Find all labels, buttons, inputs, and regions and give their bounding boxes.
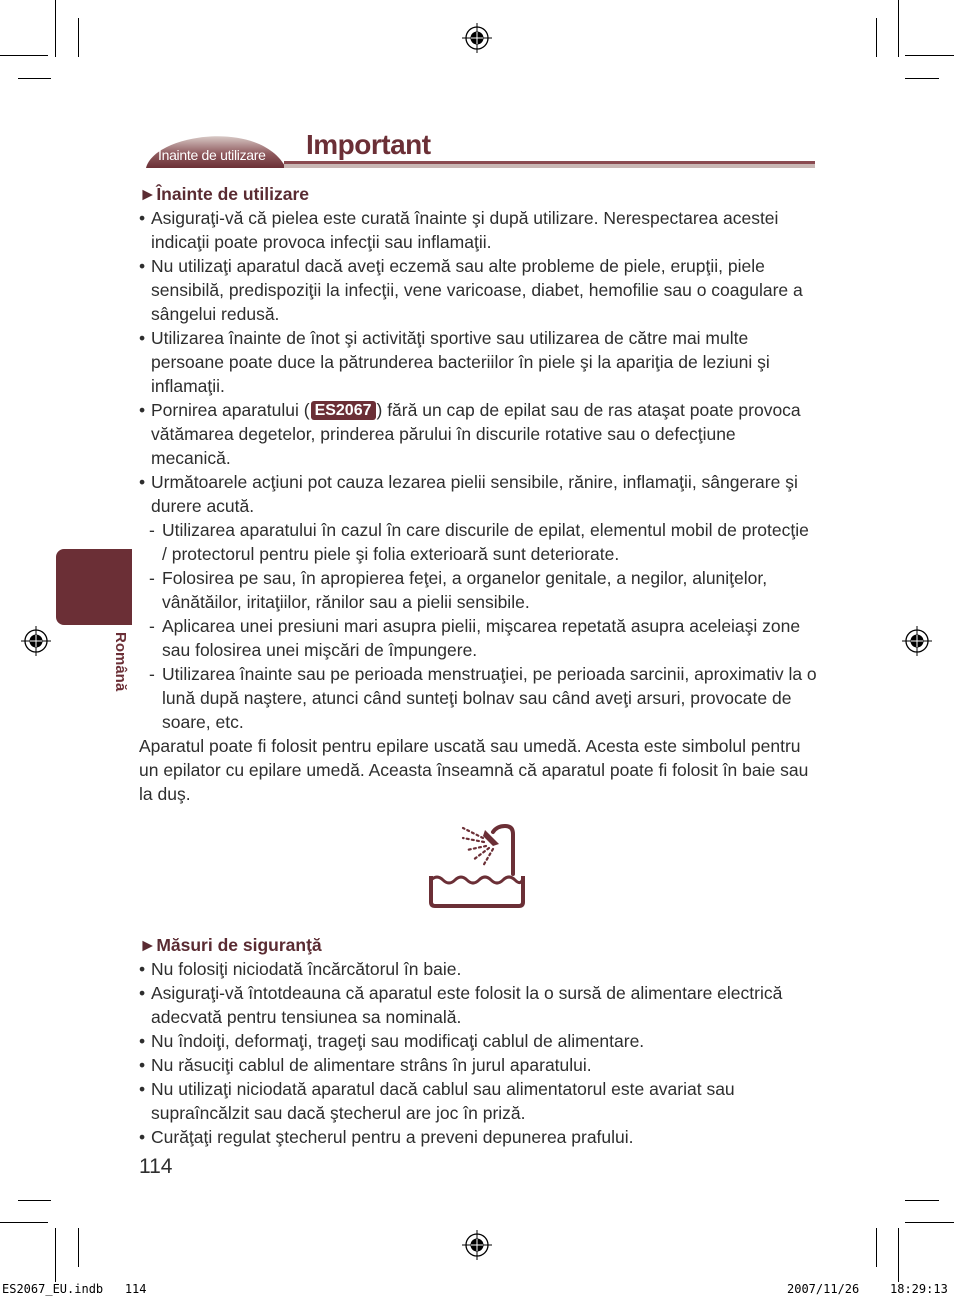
list-item: • Nu utilizaţi niciodată aparatul dacă cablul sau alimentatorul este avariat sau supraîncălzit sau dacă ştecherul are joc în priză. <box>139 1077 817 1125</box>
model-badge: ES2067 <box>311 401 376 420</box>
list-item-text: Pornirea aparatului ( <box>151 400 310 420</box>
crop-mark <box>905 55 954 56</box>
footer-time: 18:29:13 <box>890 1282 948 1296</box>
registration-mark-icon <box>21 626 51 656</box>
footer-file: ES2067_EU.indb 114 <box>2 1282 147 1296</box>
crop-mark <box>78 18 79 57</box>
list-item: • Asiguraţi-vă că pielea este curată înainte şi după utilizare. Nerespectarea acestei indicaţii poate provoca infecţii sau inflamaţii. <box>139 206 817 254</box>
list-item: • Nu răsuciţi cablul de alimentare strâns în jurul aparatului. <box>139 1053 817 1077</box>
symbol-area <box>139 806 817 916</box>
safety-list <box>139 957 817 1149</box>
shower-bath-icon <box>427 822 527 908</box>
crop-mark <box>898 1228 899 1282</box>
page-number: 114 <box>139 1155 173 1178</box>
list-item <box>139 398 817 470</box>
footer-date: 2007/11/26 <box>787 1282 860 1296</box>
page-content <box>139 182 817 1149</box>
crop-mark <box>0 55 48 56</box>
list-item: • Nu îndoiţi, deformaţi, trageţi sau modificaţi cablul de alimentare. <box>139 1029 817 1053</box>
crop-mark <box>898 0 899 57</box>
list-item: • Asiguraţi-vă întotdeauna că aparatul este folosit la o sursă de alimentare electrică adecvată pentru tensiunea sa nominală. <box>139 981 817 1029</box>
risk-sublist <box>139 518 817 734</box>
list-item: • Utilizarea înainte de înot şi activităţi sportive sau utilizarea de către mai multe persoane poate duce la pătrunderea bacteriilor în piele şi la apariţia de leziuni şi inflamaţii. <box>139 326 817 398</box>
crop-mark <box>78 1228 79 1267</box>
crop-mark <box>876 1228 877 1267</box>
sub-list-item: - Folosirea pe sau, în apropierea feţei, a organelor genitale, a negilor, aluniţelor, vânătăilor, iritaţiilor, rănilor sau a pielii sensibile. <box>139 566 817 614</box>
crop-mark <box>905 1200 939 1201</box>
section-heading: ►Înainte de utilizare <box>139 184 309 204</box>
registration-mark-icon <box>462 1230 492 1260</box>
list-item: • Curăţaţi regulat ştecherul pentru a preveni depunerea prafului. <box>139 1125 817 1149</box>
section-tab-label: Înainte de utilizare <box>158 147 266 163</box>
section-heading: ►Măsuri de siguranţă <box>139 935 322 955</box>
sub-list-item: - Utilizarea aparatului în cazul în care discurile de epilat, elementul mobil de protecţie / protectorul pentru piele şi folia exterioară sunt deteriorate. <box>139 518 817 566</box>
list-item-text: ) fără un cap de epilat sau de ras ataşat poate provoca vătămarea degetelor, prinderea părului în discurile rotative sau o defecţiune mecanică. <box>151 400 801 468</box>
crop-mark <box>905 1222 954 1223</box>
crop-mark <box>905 78 939 79</box>
list-item: • Nu folosiţi niciodată încărcătorul în baie. <box>139 957 817 981</box>
language-label: Română <box>112 632 129 692</box>
before-use-list <box>139 206 817 518</box>
crop-mark <box>18 1200 51 1201</box>
crop-mark <box>18 78 51 79</box>
crop-mark <box>55 1228 56 1282</box>
list-item <box>139 470 817 518</box>
wet-use-paragraph: Aparatul poate fi folosit pentru epilare uscată sau umedă. Acesta este simbolul pentru un epilator cu epilare umedă. Aceasta înseamnă că aparatul poate fi folosit în baie sau la duş. <box>139 736 809 804</box>
sub-list-item: - Aplicarea unei presiuni mari asupra pielii, mişcarea repetată asupra aceleiaşi zone sau folosirea unei mişcări de împungere. <box>139 614 817 662</box>
list-item-text: Următoarele acţiuni pot cauza lezarea pielii sensibile, rănire, inflamaţii, sângerare şi durere acută. <box>151 472 798 516</box>
safety-section <box>139 933 817 1149</box>
page-title: Important <box>306 129 431 160</box>
list-item: • Nu utilizaţi aparatul dacă aveţi eczemă sau alte probleme de piele, erupţii, piele sensibilă, predispoziţii la infecţii, vene varicoase, diabet, hemofilie sau o coagulare a sângelui redusă. <box>139 254 817 326</box>
crop-mark <box>55 0 56 57</box>
crop-mark <box>0 1222 48 1223</box>
language-tab <box>56 549 132 625</box>
registration-mark-icon <box>462 23 492 53</box>
crop-mark <box>876 18 877 57</box>
title-rule-shadow <box>284 164 815 168</box>
registration-mark-icon <box>902 626 932 656</box>
sub-list-item: - Utilizarea înainte sau pe perioada menstruaţiei, pe perioada sarcinii, aproximativ la o lună după naştere, atunci când sunteţi bolnav sau când aveţi arsuri, provocate de soare, etc. <box>139 662 817 734</box>
